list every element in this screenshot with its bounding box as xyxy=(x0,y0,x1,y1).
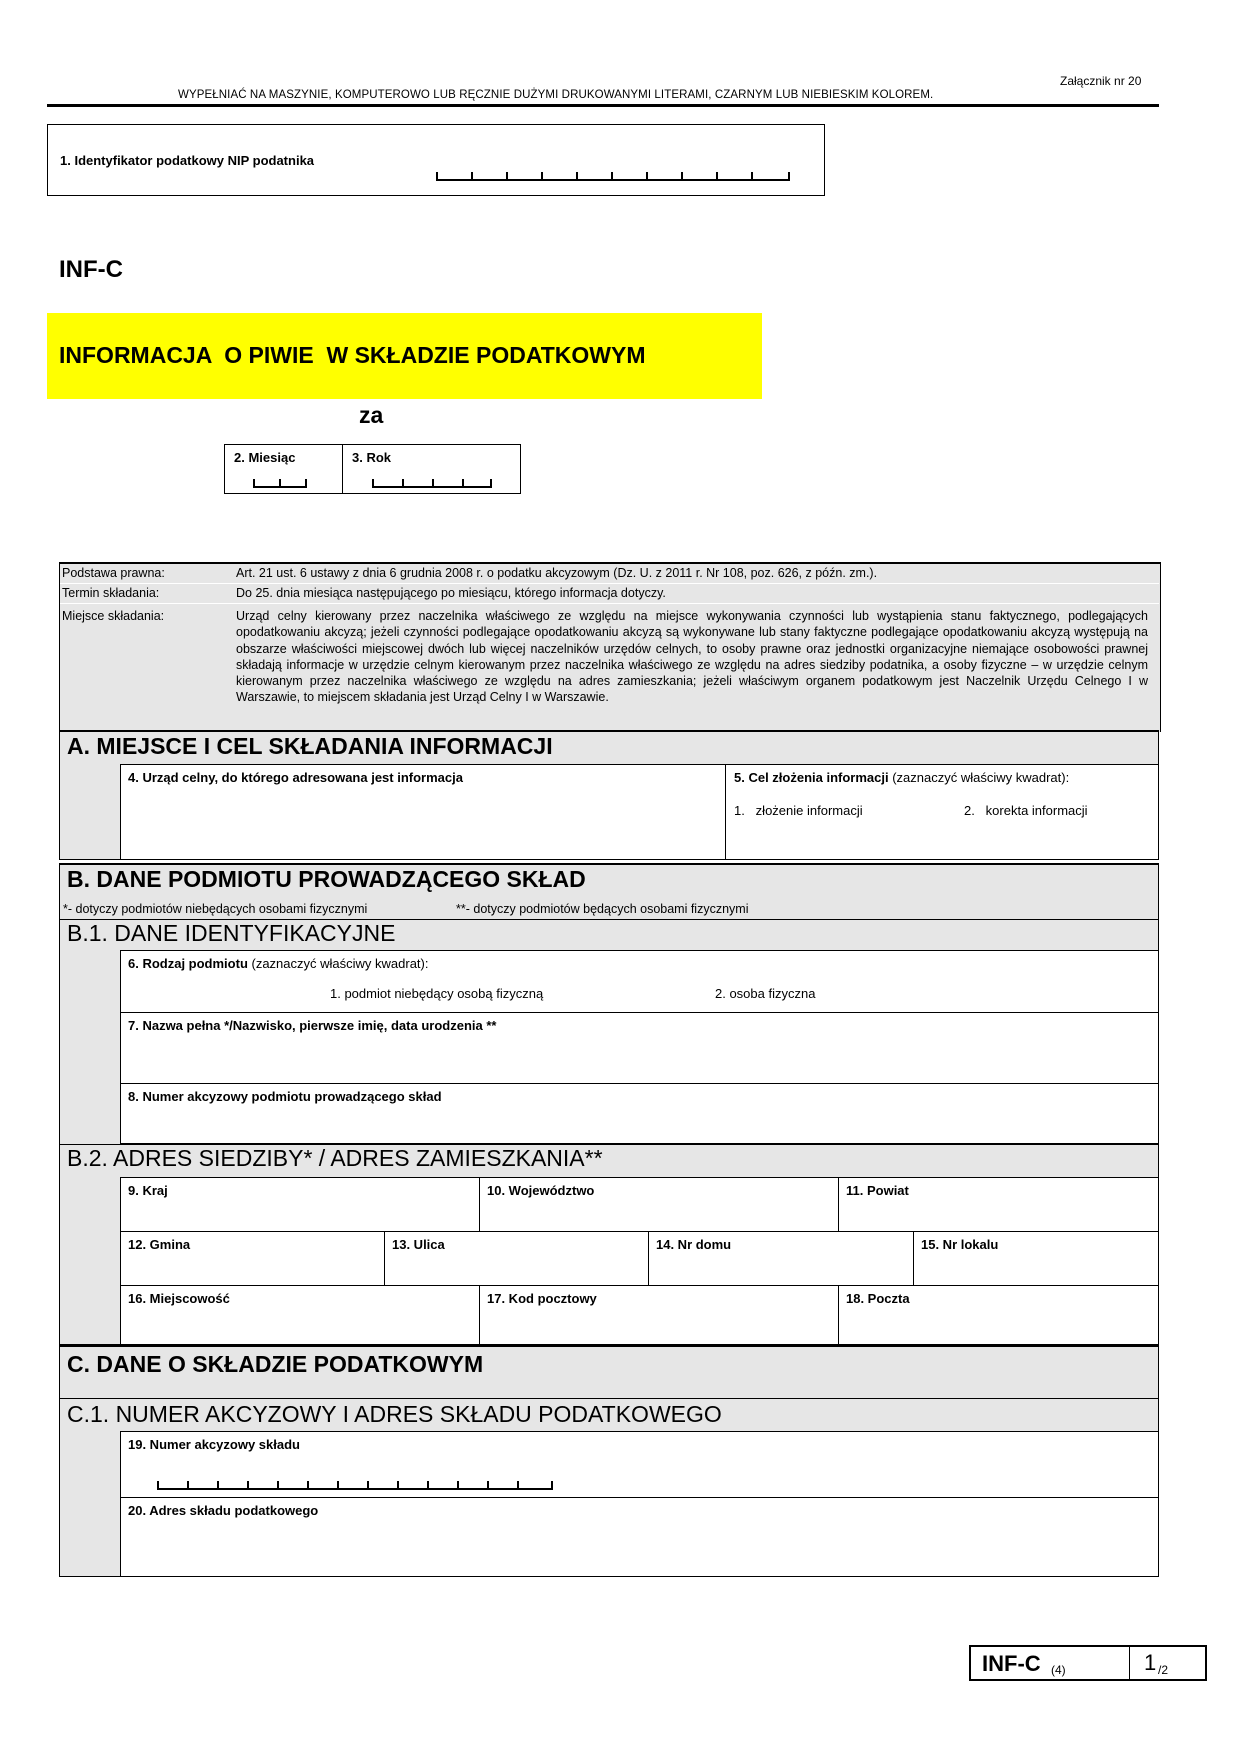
page-count: /2 xyxy=(1158,1663,1169,1677)
footer-form-code-cell xyxy=(971,1647,1130,1679)
field-13-street[interactable] xyxy=(384,1231,649,1286)
field-6-hint: (zaznaczyć właściwy kwadrat): xyxy=(247,956,429,971)
field-12-commune[interactable] xyxy=(120,1231,385,1286)
field-9-country[interactable] xyxy=(120,1177,480,1232)
field-19-ticks xyxy=(157,1480,553,1490)
field-6-label-main: 6. Rodzaj podmiotu xyxy=(128,956,248,971)
field-14-label: 14. Nr domu xyxy=(656,1237,732,1252)
c1-title: C.1. NUMER AKCYZOWY I ADRES SKŁADU PODATKOWEGO xyxy=(67,1401,722,1427)
field-4-customs-office[interactable] xyxy=(120,764,726,860)
period-box xyxy=(224,444,521,494)
field-17-label: 17. Kod pocztowy xyxy=(487,1291,597,1306)
page-number: 1 xyxy=(1144,1650,1157,1675)
legal-rule-2 xyxy=(60,603,1159,604)
field-14-house-number[interactable] xyxy=(648,1231,914,1286)
month-label: 2. Miesiąc xyxy=(234,450,296,465)
field-7-label: 7. Nazwa pełna */Nazwisko, pierwsze imię, data urodzenia ** xyxy=(128,1018,497,1033)
section-c-title: C. DANE O SKŁADZIE PODATKOWYM xyxy=(67,1351,484,1377)
place-text: Urząd celny kierowany przez naczelnika właściwego ze względu na miejsce wykonywania czynności lub wystąpienia stanu faktycznego, podlegających opodatkowaniu akcyzą; jeżeli czynności podlegające opodatkowaniu akcyzą są wykonywane lub stany faktyczne podlegające opodatkowaniu akcyzą występują na obszarze właściwości miejscowej dwóch lub więcej naczelników urzędów celnych, to osoby prawne oraz jednostki organizacyjne niemające osobowości prawnej składają informacje w urzędzie celnym kierowanym przez naczelnika właściwego ze względu na adres siedziby podatnika, a osoby fizyczne – w urzędzie celnym kierowanym przez naczelnika właściwego ze względu na adres zamieszkania; jeżeli właściwym organem podatkowym jest Naczelnik Urzędu Celnego I w Warszawie, to miejscem składania jest Urząd Celny I w Warszawie. xyxy=(236,609,1148,705)
form-code: INF-C xyxy=(59,256,123,283)
fill-instruction: WYPEŁNIAĆ NA MASZYNIE, KOMPUTEROWO LUB RĘCZNIE DUŻYMI DRUKOWANYMI LITERAMI, CZARNYM LUB NIEBIESKIM KOLOREM. xyxy=(178,89,934,101)
field-20-label: 20. Adres składu podatkowego xyxy=(128,1503,319,1518)
year-field[interactable] xyxy=(342,445,520,493)
option-correction[interactable]: 2. korekta informacji xyxy=(964,803,1088,818)
option-non-person[interactable]: 1. podmiot niebędący osobą fizyczną xyxy=(330,986,544,1001)
month-field[interactable] xyxy=(225,445,343,493)
c1-rule xyxy=(59,1398,1159,1399)
field-8-label: 8. Numer akcyzowy podmiotu prowadzącego skład xyxy=(128,1089,442,1104)
field-6-label xyxy=(128,956,429,971)
b2-title: B.2. ADRES SIEDZIBY* / ADRES ZAMIESZKANIA** xyxy=(67,1145,603,1171)
field-20-warehouse-address[interactable] xyxy=(120,1497,1159,1577)
attachment-number: Załącznik nr 20 xyxy=(1060,74,1142,88)
field-19-warehouse-excise-number[interactable] xyxy=(120,1431,1159,1498)
field-6-entity-type xyxy=(120,950,1159,1013)
field-17-postal-code[interactable] xyxy=(479,1285,839,1345)
field-12-label: 12. Gmina xyxy=(128,1237,191,1252)
field-11-county[interactable] xyxy=(838,1177,1159,1232)
title-banner xyxy=(47,313,762,399)
za-label: za xyxy=(359,402,384,428)
field-5-purpose xyxy=(725,764,1159,860)
field-10-label: 10. Województwo xyxy=(487,1183,595,1198)
year-ticks xyxy=(372,478,492,488)
legal-rule-1 xyxy=(60,583,1159,584)
footer-form-code: INF-C xyxy=(982,1651,1041,1676)
place-label: Miejsce składania: xyxy=(62,609,165,623)
option-person[interactable]: 2. osoba fizyczna xyxy=(715,986,816,1001)
footer-version: (4) xyxy=(1051,1663,1066,1677)
basis-text: Art. 21 ust. 6 ustawy z dnia 6 grudnia 2008 r. o podatku akcyzowym (Dz. U. z 2011 r. Nr 108, poz. 626, z późn. zm.). xyxy=(236,566,878,580)
month-ticks xyxy=(253,478,307,488)
nip-label: 1. Identyfikator podatkowy NIP podatnika xyxy=(60,153,315,168)
year-label: 3. Rok xyxy=(352,450,392,465)
field-5-hint: (zaznaczyć właściwy kwadrat): xyxy=(888,770,1070,785)
deadline-label: Termin składania: xyxy=(62,586,160,600)
note-persons: **- dotyczy podmiotów będących osobami fizycznymi xyxy=(456,902,749,916)
form-title: INFORMACJA O PIWIE W SKŁADZIE PODATKOWYM xyxy=(59,342,646,368)
nip-digit-ticks xyxy=(436,171,790,181)
b1-title: B.1. DANE IDENTYFIKACYJNE xyxy=(67,920,396,946)
field-15-label: 15. Nr lokalu xyxy=(921,1237,999,1252)
footer-box xyxy=(969,1645,1207,1681)
field-8-excise-number[interactable] xyxy=(120,1083,1159,1144)
field-9-label: 9. Kraj xyxy=(128,1183,168,1198)
section-b-title: B. DANE PODMIOTU PROWADZĄCEGO SKŁAD xyxy=(67,866,586,892)
section-a-title: A. MIEJSCE I CEL SKŁADANIA INFORMACJI xyxy=(67,733,553,759)
nip-box[interactable] xyxy=(47,124,825,196)
field-18-post-office[interactable] xyxy=(838,1285,1159,1345)
field-13-label: 13. Ulica xyxy=(392,1237,445,1252)
field-5-label xyxy=(734,770,1069,785)
header-rule xyxy=(47,104,1159,107)
option-submission[interactable]: 1. złożenie informacji xyxy=(734,803,863,818)
field-7-name[interactable] xyxy=(120,1012,1159,1084)
field-16-label: 16. Miejscowość xyxy=(128,1291,230,1306)
note-nonpersons: *- dotyczy podmiotów niebędących osobami fizycznymi xyxy=(63,902,368,916)
field-11-label: 11. Powiat xyxy=(846,1183,909,1198)
field-10-voivodeship[interactable] xyxy=(479,1177,839,1232)
field-15-flat-number[interactable] xyxy=(913,1231,1159,1286)
field-19-label: 19. Numer akcyzowy składu xyxy=(128,1437,300,1452)
field-5-label-main: 5. Cel złożenia informacji xyxy=(734,770,889,785)
field-18-label: 18. Poczta xyxy=(846,1291,910,1306)
deadline-text: Do 25. dnia miesiąca następującego po miesiącu, którego informacja dotyczy. xyxy=(236,586,666,600)
field-4-label: 4. Urząd celny, do którego adresowana jest informacja xyxy=(128,770,463,785)
field-16-locality[interactable] xyxy=(120,1285,480,1345)
basis-label: Podstawa prawna: xyxy=(62,566,165,580)
